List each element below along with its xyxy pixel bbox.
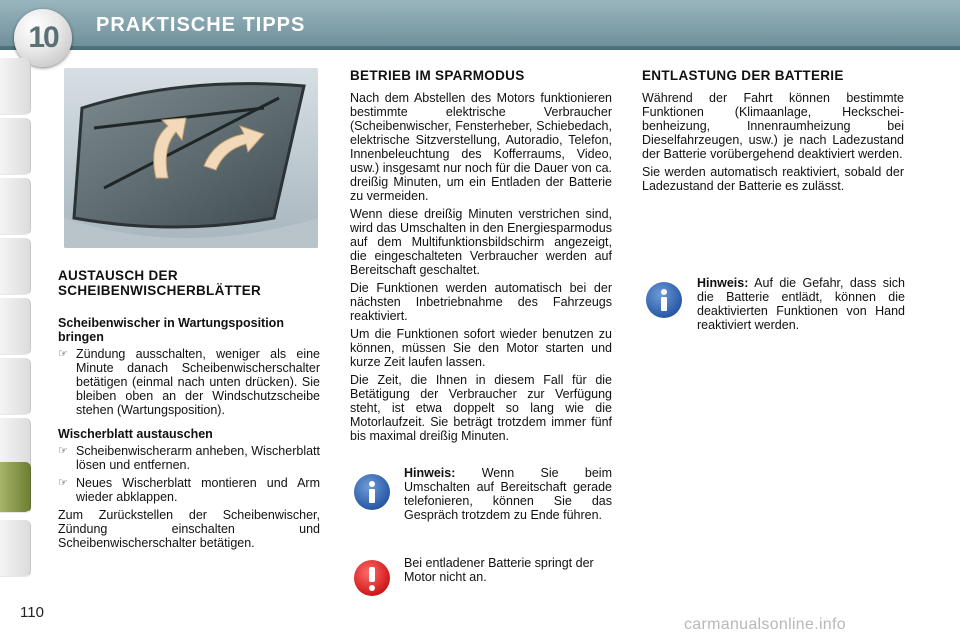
note-text: Auf die Gefahr, dass sich die Batterie entlädt, können die deaktivierten Funktionen von Hand reaktiviert werden.	[697, 276, 905, 332]
page-title: PRAKTISCHE TIPPS	[96, 14, 306, 36]
note-reactivate-functions	[697, 276, 905, 332]
wiper-instructions	[58, 316, 320, 554]
bullet-icon: ☞	[58, 445, 68, 457]
windscreen-photo	[64, 68, 318, 248]
paragraph: Um die Funktionen sofort wieder benutzen zu können, müssen Sie den Motor starten und kurze Zeit laufen lassen.	[350, 327, 612, 369]
list-item-text: Zündung ausschalten, weniger als eine Minute danach Scheibenwischerschalter betätigen (einmal nach unten drücken). Sie bleiben oben an der Windschutzscheibe stehen (Wartungsposition).	[76, 347, 320, 417]
list-item	[58, 476, 320, 504]
note-label: Hinweis:	[404, 466, 456, 480]
warning-battery-discharged: Bei entladener Batterie springt der Motor nicht an.	[404, 556, 594, 584]
paragraph: Zum Zurückstellen der Scheibenwischer, Zündung einschalten und Scheibenwischerschalter betätigen.	[58, 508, 320, 550]
note-text: Wenn Sie beim Umschalten auf Bereitschaft gerade telefonieren, können Sie das Gespräch trotzdem zu Ende führen.	[404, 466, 612, 522]
paragraph: Die Zeit, die Ihnen in diesem Fall für die Betätigung der Verbraucher zur Verfügung steht, ist etwa doppelt so lang wie die Motorlaufzeit. Sie beträgt trotzdem immer fünf bis maximal dreißig Minuten.	[350, 373, 612, 443]
subheading-replace-blade: Wischerblatt austauschen	[58, 427, 213, 441]
chapter-tab-active[interactable]	[0, 462, 31, 513]
paragraph: Nach dem Abstellen des Motors funktionieren bestimmte elektrische Verbraucher (Scheibenwischer, Fensterheber, Schiebedach, elektrische Sitzverstellung, Autoradio, Telefon, Innenbeleuchtung des Kofferraums, Video, usw.) insgesamt nur noch für die Dauer von ca. dreißig Minuten, um ein Entladen der Batterie zu vermeiden.	[350, 91, 612, 203]
paragraph: Wenn diese dreißig Minuten verstrichen sind, wird das Umschalten in den Energiesparmodus auf dem Multifunktionsbildschirm angezeigt, die eingeschalteten Verbraucher werden auf Bereitschaft geschaltet.	[350, 207, 612, 277]
chapter-tab[interactable]	[0, 298, 31, 355]
bullet-icon: ☞	[58, 477, 68, 489]
chapter-tab[interactable]	[0, 178, 31, 235]
list-item	[58, 444, 320, 472]
chapter-tab[interactable]	[0, 520, 31, 577]
note-phone-call	[404, 466, 612, 522]
economy-mode-text	[350, 91, 612, 447]
warning-icon	[354, 560, 390, 596]
list-item	[58, 347, 320, 417]
info-icon	[354, 474, 390, 510]
chapter-tabs	[0, 50, 34, 580]
paragraph: Die Funktionen werden automatisch bei der nächsten Inbetriebnahme des Fahrzeugs reaktiviert.	[350, 281, 612, 323]
battery-text	[642, 91, 904, 197]
subheading-maintenance-position: Scheibenwischer in Wartungsposition bringen	[58, 316, 284, 344]
section-heading-economy-mode: BETRIEB IM SPARMODUS	[350, 68, 525, 83]
note-label: Hinweis:	[697, 276, 749, 290]
paragraph: Während der Fahrt können bestimmte Funktionen (Klimaanlage, Heckscheibenheizung, Innenraumheizung bei Dieselfahrzeugen, usw.) je nach Ladezustand der Batterie vorübergehend deaktiviert werden.	[642, 91, 904, 161]
chapter-tab[interactable]	[0, 58, 31, 115]
bullet-icon: ☞	[58, 348, 68, 360]
paragraph: Sie werden automatisch reaktiviert, sobald der Ladezustand der Batterie es zulässt.	[642, 165, 904, 193]
info-icon	[646, 282, 682, 318]
windscreen-illustration	[64, 68, 318, 248]
list-item-text: Neues Wischerblatt montieren und Arm wieder abklappen.	[76, 476, 320, 504]
chapter-tab[interactable]	[0, 238, 31, 295]
chapter-tab[interactable]	[0, 358, 31, 415]
page-number: 110	[20, 604, 44, 621]
chapter-tab[interactable]	[0, 118, 31, 175]
chapter-badge: 10	[14, 9, 72, 67]
list-item-text: Scheibenwischerarm anheben, Wischerblatt lösen und entfernen.	[76, 444, 320, 472]
watermark: carmanualsonline.info	[684, 616, 846, 633]
section-heading-battery: ENTLASTUNG DER BATTERIE	[642, 68, 844, 83]
section-heading-wipers: AUSTAUSCH DER SCHEIBENWISCHERBLÄTTER	[58, 268, 262, 298]
